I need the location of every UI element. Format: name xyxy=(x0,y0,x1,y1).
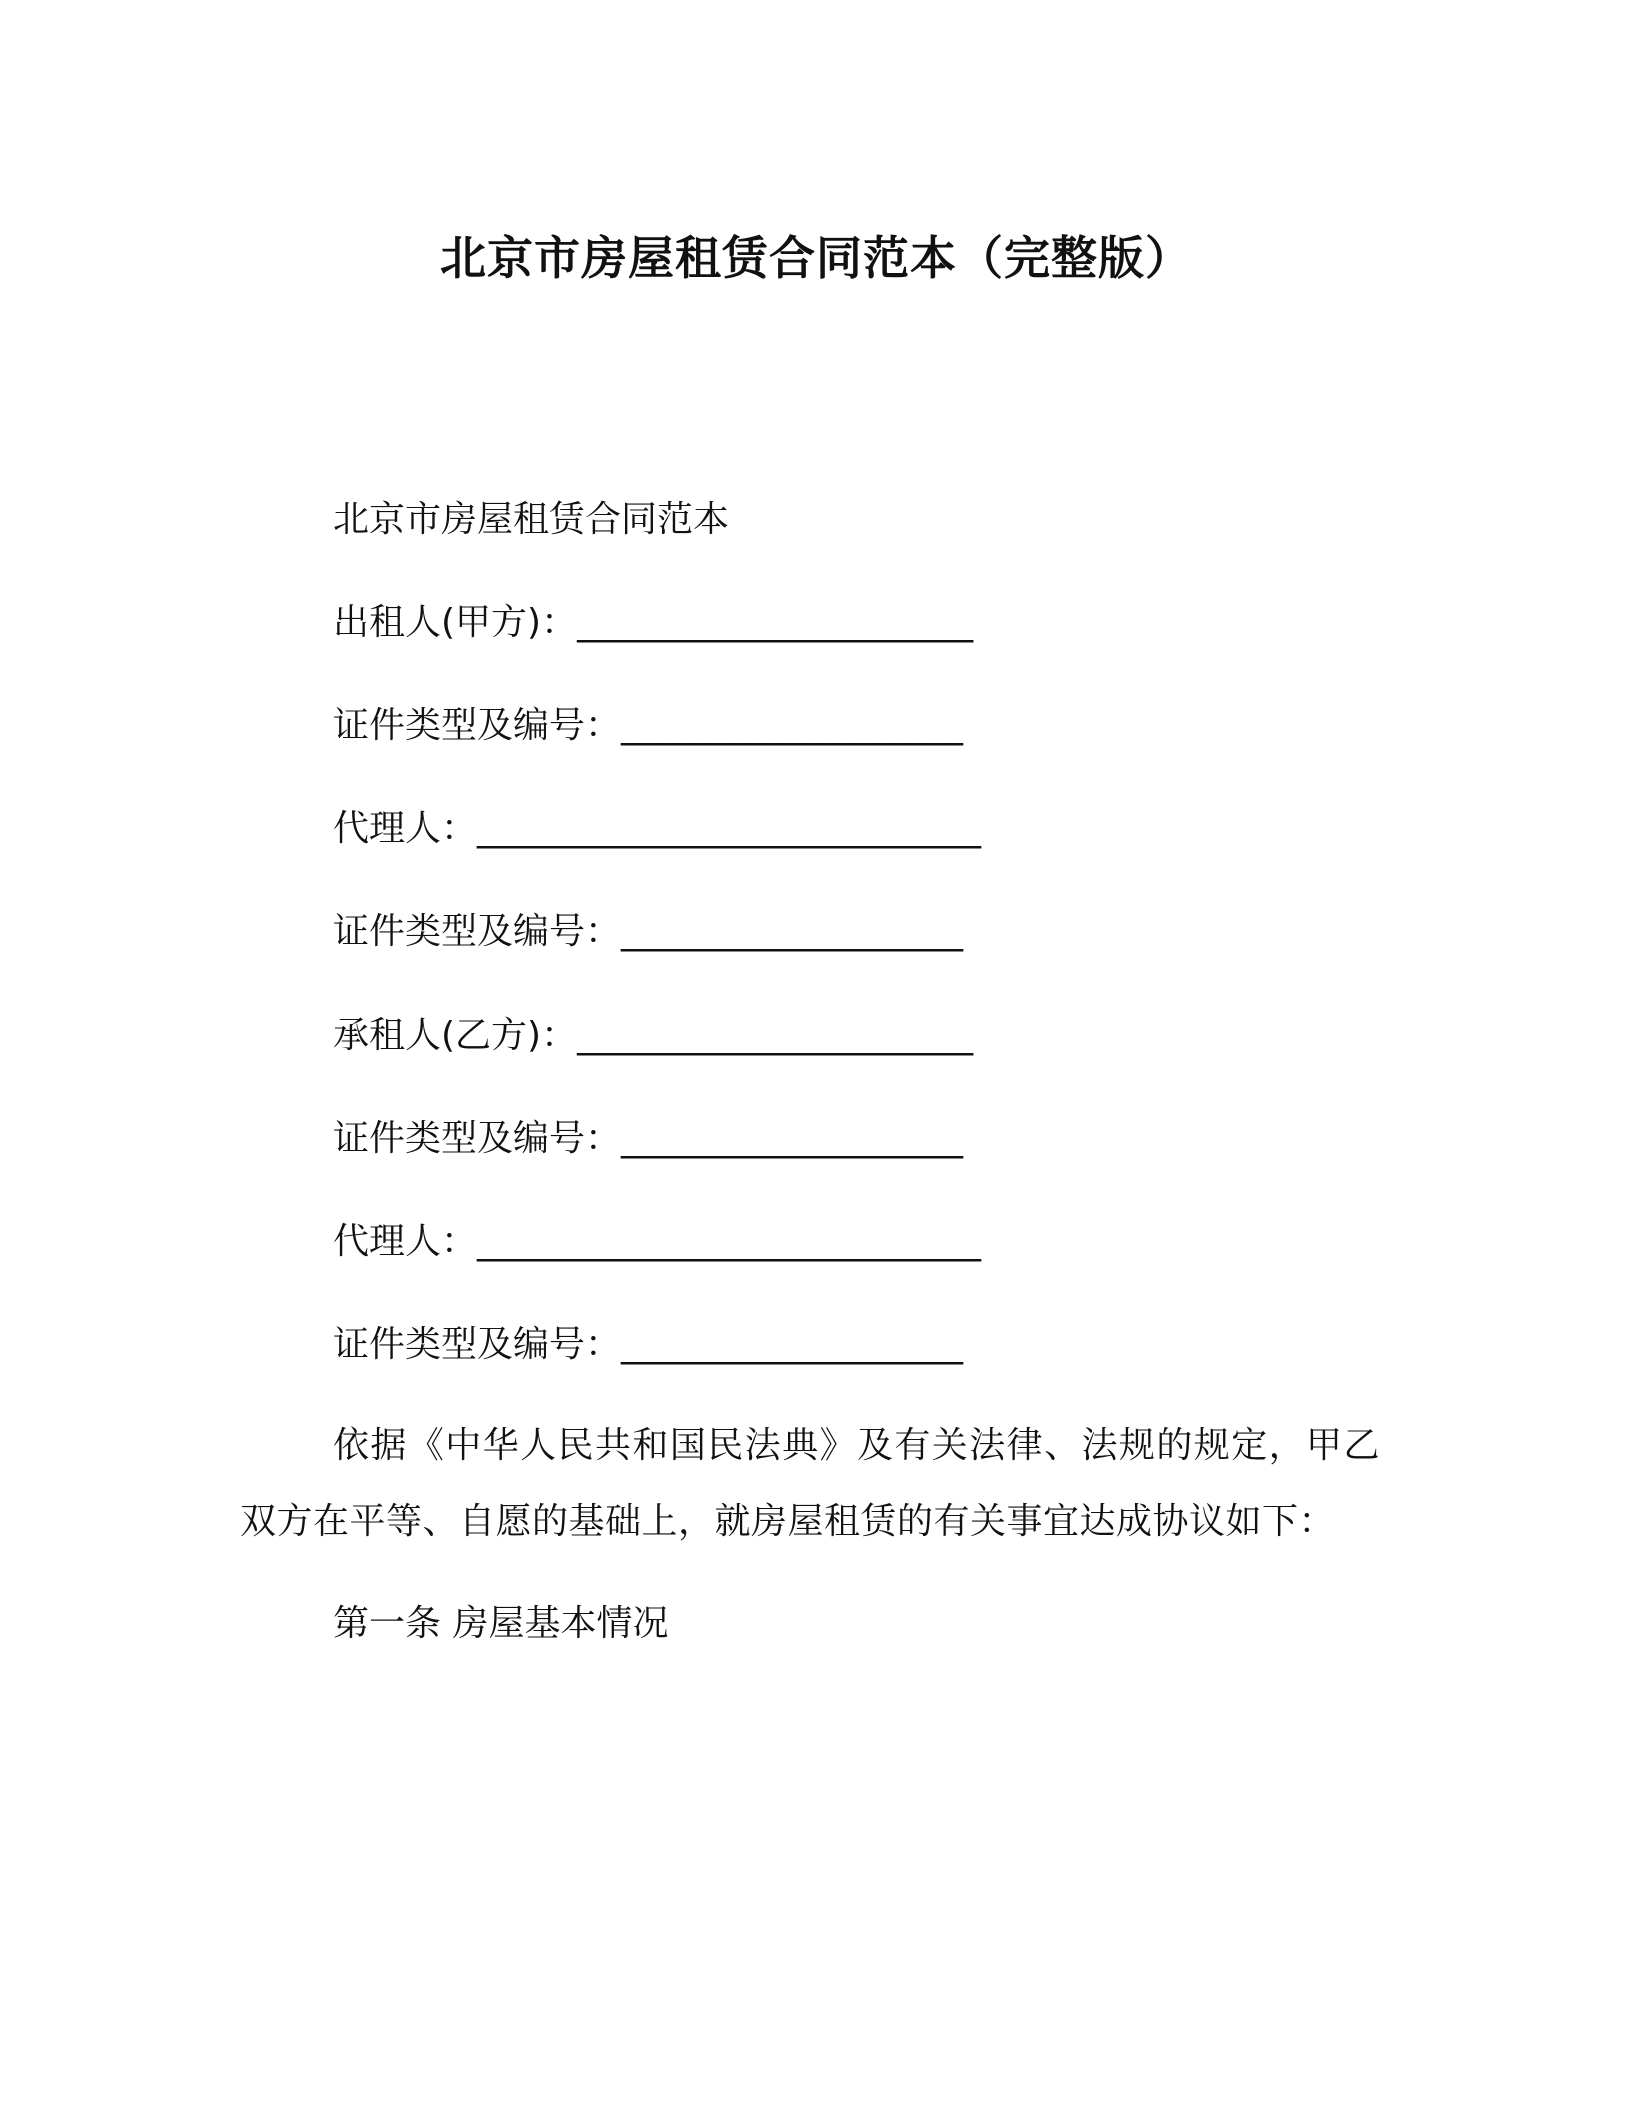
section-heading: 第一条 房屋基本情况 xyxy=(333,1603,669,1644)
lessee-agent-id-field: 证件类型及编号：___________________ xyxy=(333,1324,964,1365)
lessor-id-field: 证件类型及编号：___________________ xyxy=(333,705,964,746)
lessor-agent-field: 代理人：____________________________ xyxy=(333,808,982,849)
lessee-agent-field: 代理人：____________________________ xyxy=(333,1221,982,1262)
lessee-id-field: 证件类型及编号：___________________ xyxy=(333,1118,964,1159)
lessor-field: 出租人(甲方)：______________________ xyxy=(333,602,974,643)
lessee-field: 承租人(乙方)：______________________ xyxy=(333,1015,974,1056)
contract-subtitle: 北京市房屋租赁合同范本 xyxy=(333,499,730,540)
lessor-agent-id-field: 证件类型及编号：___________________ xyxy=(333,911,964,952)
intro-paragraph: 依据《中华人民共和国民法典》及有关法律、法规的规定，甲乙双方在平等、自愿的基础上，就房屋租赁的有关事宜达成协议如下： xyxy=(240,1425,1380,1542)
document-title: 北京市房屋租赁合同范本（完整版） xyxy=(440,231,1192,285)
